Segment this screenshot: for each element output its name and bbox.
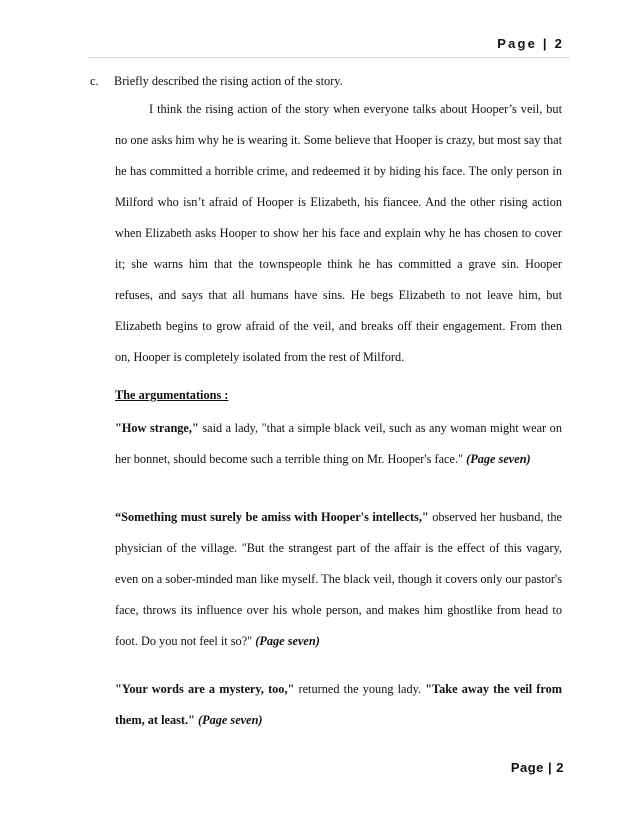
question-letter: c. [90,74,99,88]
question-line [90,74,343,89]
header-divider [88,57,570,58]
quote-1-speech: "How strange," [115,421,199,435]
quote-3-speech: "Your words are a mystery, too," [115,682,295,696]
argumentations-heading: The argumentations : [115,388,229,402]
page-header-number: Page | 2 [497,36,564,51]
page-footer-number: Page | 2 [510,760,564,775]
answer-paragraph: I think the rising action of the story when everyone talks about Hooper’s veil, but no one asks him why he is wearing it. Some believe that Hooper is crazy, but most say that he has committed a horrible crime, and redeemed it by hiding his face. The only person in Milford who isn’t afraid of Hooper is Elizabeth, his fiancee. And the other rising action when Elizabeth asks Hooper to show her his face and explain why he has chosen to cover it; she warns him that the townspeople think he has committed a grave sin. Hooper refuses, and says that all humans have sins. He begs Elizabeth to not leave him, but Elizabeth begins to grow afraid of the veil, and breaks off their engagement. From then on, Hooper is completely isolated from the rest of Milford. [115,102,562,364]
quote-3-speech-2: "Take away the veil from them, at least." [115,682,562,727]
quote-3 [115,674,562,736]
quote-1 [115,413,562,475]
quote-2 [115,502,562,657]
quote-3-text: returned the young lady. [294,682,426,696]
quote-3-citation: (Page seven) [197,713,263,727]
quote-1-text: said a lady, "that a simple black veil, such as any woman might wear on her bonnet, should become such a terrible thing on Mr. Hooper's face." [115,421,562,466]
question-text: Briefly described the rising action of the story. [114,74,343,88]
quote-2-text: observed her husband, the physician of the village. "But the strangest part of the affair is the effect of this vagary, even on a sober-minded man like myself. The black veil, though it covers only our pastor's face, throws its influence over his whole person, and makes him ghostlike from head to foot. Do you not feel it so?" [115,510,562,648]
quote-2-speech: “Something must surely be amiss with Hooper's intellects," [115,510,429,524]
quote-2-citation: (Page seven) [255,634,320,648]
quote-1-citation: (Page seven) [466,452,531,466]
